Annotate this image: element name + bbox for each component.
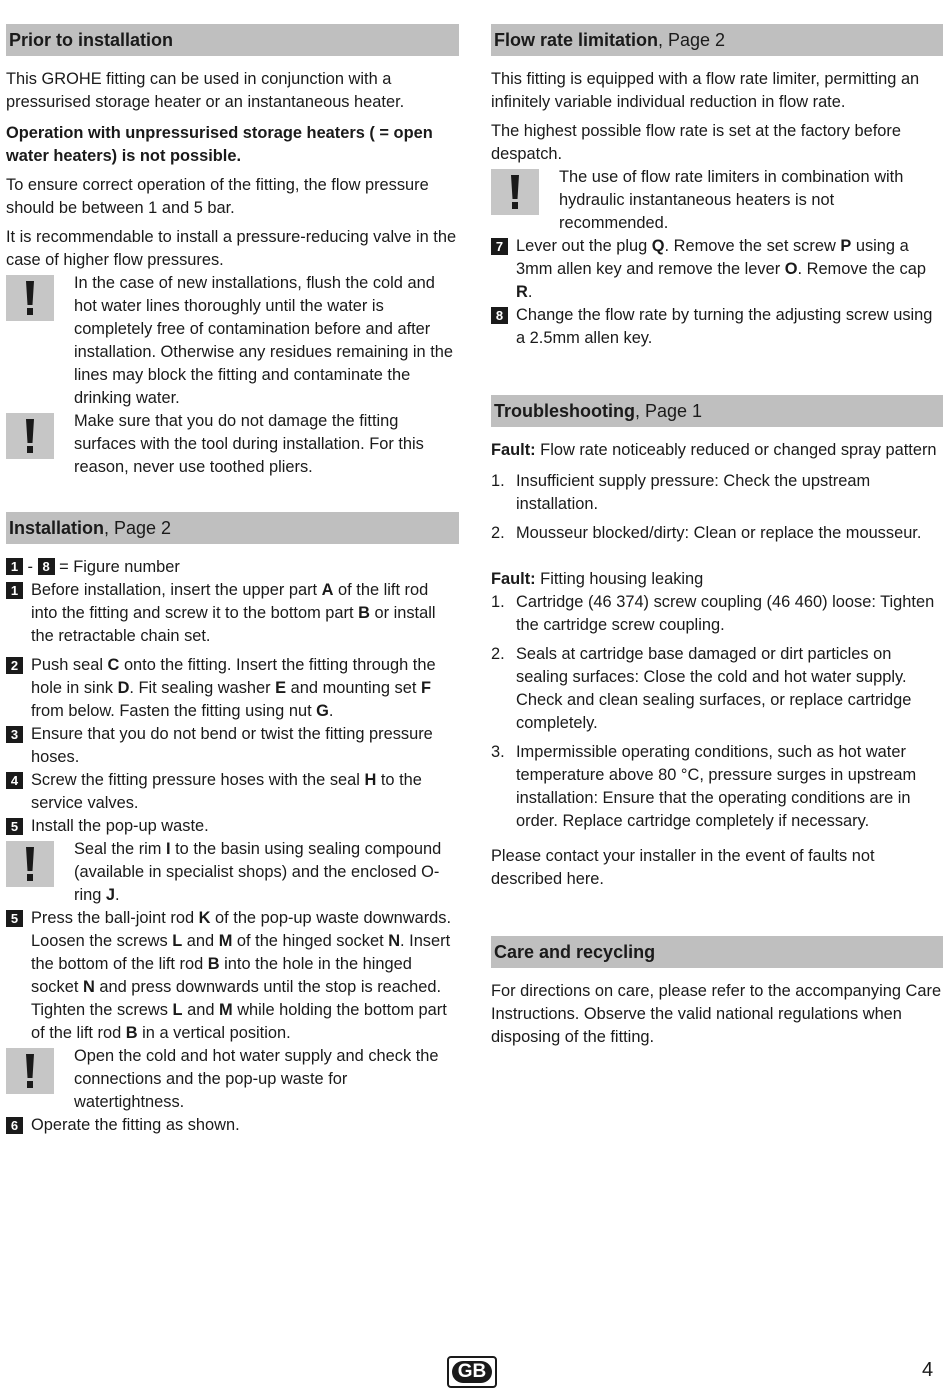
page-number: 4: [922, 1359, 934, 1381]
flow-paragraph-1: This fitting is equipped with a flow rate limiter, permitting an infinitely variable individual reduction in flow rate.: [491, 70, 920, 111]
warning-icon: [491, 169, 539, 215]
warning-icon: [6, 1048, 54, 1094]
figure-number-legend: 1 - 8 = Figure number: [6, 556, 459, 579]
warning-tool-damage: Make sure that you do not damage the fitting surfaces with the tool during installation. For this reason, never use toothed pliers.: [6, 410, 459, 479]
warning-check-watertightness: Open the cold and hot water supply and check the connections and the pop-up waste for watertightness.: [6, 1045, 459, 1114]
install-step-5b: 5 Press the ball-joint rod K of the pop-up waste downwards. Loosen the screws L and M of the hinged socket N. Insert the bottom of the lift rod B into the hole in the hinged socket N and press downwards until the stop is reached. Tighten the screws L and M while holding the bottom part of the lift rod B in a vertical position.: [6, 907, 459, 1045]
figure-badge: 2: [6, 657, 23, 674]
figure-badge: 8: [38, 558, 55, 575]
figure-badge: 1: [6, 558, 23, 575]
figure-badge: 4: [6, 772, 23, 789]
prior-paragraph-4: It is recommendable to install a pressure-reducing valve in the case of higher flow pressures.: [6, 228, 457, 269]
install-step-3: 3 Ensure that you do not bend or twist the fitting pressure hoses.: [6, 723, 459, 769]
prior-paragraph-1: This GROHE fitting can be used in conjunction with a pressurised storage heater or an instantaneous heater.: [6, 70, 405, 111]
section-heading-care: Care and recycling: [491, 936, 943, 968]
figure-badge: 5: [6, 910, 23, 927]
figure-badge: 5: [6, 818, 23, 835]
section-heading-prior: Prior to installation: [6, 24, 459, 56]
figure-badge: 1: [6, 582, 23, 599]
install-step-6: 6 Operate the fitting as shown.: [6, 1114, 459, 1137]
contact-installer: Please contact your installer in the event of faults not described here.: [491, 847, 875, 888]
figure-badge: 6: [6, 1117, 23, 1134]
section-heading-flow-rate: Flow rate limitation, Page 2: [491, 24, 943, 56]
section-heading-installation: Installation, Page 2: [6, 512, 459, 544]
figure-badge: 8: [491, 307, 508, 324]
warning-icon: [6, 841, 54, 887]
fault-2: Fault: Fitting housing leaking: [491, 570, 704, 588]
flow-step-8: 8 Change the flow rate by turning the adjusting screw using a 2.5mm allen key.: [491, 304, 943, 350]
country-code-badge: GB: [447, 1356, 497, 1388]
list-item: 2. Seals at cartridge base damaged or dirt particles on sealing surfaces: Close the cold and hot water supply. Check and clean sealing surfaces, or replace cartridge completely.: [491, 645, 912, 732]
install-step-1: 1 Before installation, insert the upper part A of the lift rod into the fitting and screw it to the bottom part B or install the retractable chain set.: [6, 579, 459, 648]
figure-badge: 7: [491, 238, 508, 255]
install-step-2: 2 Push seal C onto the fitting. Insert the fitting through the hole in sink D. Fit sealing washer E and mounting set F from below. Fasten the fitting using nut G.: [6, 654, 459, 723]
section-heading-troubleshooting: Troubleshooting, Page 1: [491, 395, 943, 427]
warning-seal-rim: Seal the rim I to the basin using sealing compound (available in specialist shops) and the enclosed O-ring J.: [6, 838, 459, 907]
install-step-4: 4 Screw the fitting pressure hoses with the seal H to the service valves.: [6, 769, 459, 815]
list-item: 1. Insufficient supply pressure: Check the upstream installation.: [491, 472, 871, 513]
flow-step-7: 7 Lever out the plug Q. Remove the set screw P using a 3mm allen key and remove the lever O. Remove the cap R.: [491, 235, 943, 304]
warning-flow-limiter: The use of flow rate limiters in combination with hydraulic instantaneous heaters is not recommended.: [491, 166, 943, 235]
install-step-5: 5 Install the pop-up waste.: [6, 815, 459, 838]
flow-paragraph-2: The highest possible flow rate is set at the factory before despatch.: [491, 122, 901, 163]
prior-paragraph-3: To ensure correct operation of the fitting, the flow pressure should be between 1 and 5 bar.: [6, 176, 429, 217]
warning-icon: [6, 413, 54, 459]
fault-1: Fault: Flow rate noticeably reduced or changed spray pattern: [491, 441, 937, 459]
list-item: 2. Mousseur blocked/dirty: Clean or replace the mousseur.: [491, 524, 922, 542]
list-item: 3. Impermissible operating conditions, such as hot water temperature above 80 °C, pressure surges in upstream installation: Ensure that the operating conditions are in order. Replace cartridge completely if necessary.: [491, 743, 917, 830]
fault-1-causes: [491, 470, 943, 545]
list-item: 1. Cartridge (46 374) screw coupling (46 460) loose: Tighten the cartridge screw coupling.: [491, 593, 935, 634]
fault-2-causes: [491, 591, 943, 833]
care-paragraph: For directions on care, please refer to the accompanying Care Instructions. Observe the valid national regulations when disposing of the fitting.: [491, 982, 942, 1046]
right-column: [491, 24, 943, 1049]
figure-badge: 3: [6, 726, 23, 743]
warning-icon: [6, 275, 54, 321]
warning-flush-lines: In the case of new installations, flush the cold and hot water lines thoroughly until the water is completely free of contamination before and after installation. Otherwise any residues remaining in the lines may block the fitting and contaminate the drinking water.: [6, 272, 459, 410]
prior-paragraph-2: Operation with unpressurised storage heaters ( = open water heaters) is not possible.: [6, 124, 433, 165]
left-column: [6, 24, 459, 1137]
